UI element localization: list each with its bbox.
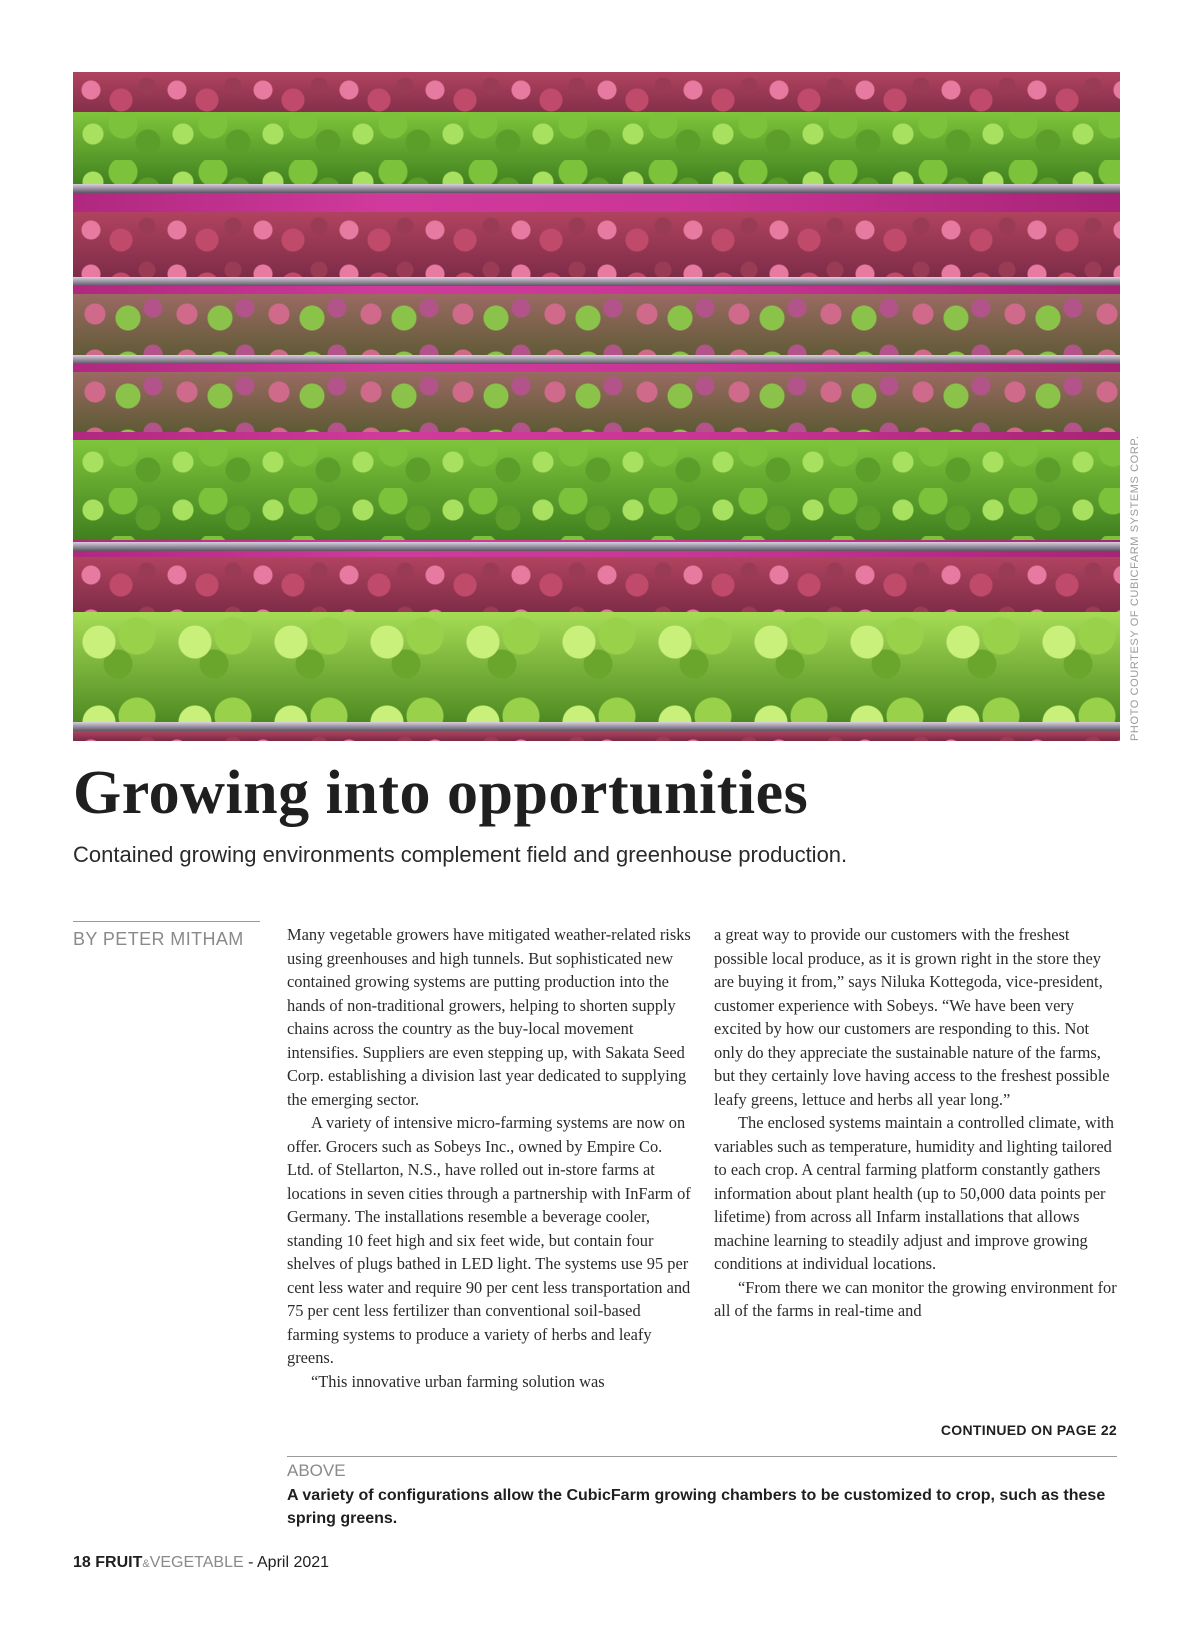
lettuce-row-red: [73, 212, 1120, 282]
shelf-rail: [73, 184, 1120, 193]
lettuce-row-green: [73, 440, 1120, 540]
paragraph: “From there we can monitor the growing environment for all of the farms in real-time and: [714, 1277, 1117, 1320]
caption-rule: [287, 1456, 1117, 1457]
caption-text: A variety of configurations allow the CubicFarm growing chambers to be customized to crop, such as these spring greens.: [287, 1487, 1106, 1527]
caption-label: ABOVE: [287, 1461, 346, 1480]
magazine-name: FRUIT: [95, 1554, 143, 1571]
shelf-rail: [73, 542, 1120, 551]
lettuce-row-lime: [73, 612, 1120, 722]
subhead: Contained growing environments complement field and greenhouse production.: [73, 842, 848, 867]
article-column-1: [287, 923, 693, 1393]
page-footer: [73, 1554, 329, 1572]
paragraph: a great way to provide our customers with the freshest possible local produce, as it is grown right in the store they are buying it from,” says Niluka Kottegoda, vice-president, customer experience with Sobeys. “We have been very excited by how our customers are responding to this. Not only do they appreciate the sustainable nature of the farms, but they certainly love having access to the freshest possible leafy greens, lettuce and herbs all year long.”: [714, 925, 1110, 1109]
paragraph: A variety of intensive micro-farming systems are now on offer. Grocers such as Sobeys Inc., owned by Empire Co. Ltd. of Stellarton, N.S., have rolled out in-store farms at locations in seven cities through a partnership with InFarm of Germany. The installations resemble a beverage cooler, standing 10 feet high and six feet wide, but contain four shelves of plugs bathed in LED light. The systems use 95 per cent less water and require 90 per cent less transportation and 75 per cent less fertilizer than conventional soil-based farming systems to produce a variety of herbs and leafy greens.: [287, 1113, 691, 1367]
page-number: 18: [73, 1554, 91, 1571]
lettuce-row-red: [73, 731, 1120, 741]
shelf-rail: [73, 277, 1120, 286]
continued-on-page: CONTINUED ON PAGE 22: [940, 1422, 1117, 1438]
lettuce-row-green: [73, 112, 1120, 187]
shelf-rail: [73, 722, 1120, 731]
lettuce-row-red: [73, 557, 1120, 617]
magazine-name-sub: VEGETABLE: [149, 1554, 244, 1571]
headline: Growing into opportunities: [73, 759, 809, 827]
lettuce-row-mixed: [73, 294, 1120, 359]
lettuce-row-mixed: [73, 372, 1120, 432]
photo-credit: PHOTO COURTESY OF CUBICFARM SYSTEMS CORP.: [1129, 435, 1141, 741]
vertical-farm-photo: [73, 72, 1120, 741]
article-column-2: [714, 923, 1120, 1323]
magazine-ampersand: &: [142, 1558, 150, 1570]
paragraph: Many vegetable growers have mitigated weather-related risks using greenhouses and high tunnels. But sophisticated new contained growing systems are putting production into the hands of non-traditional growers, helping to shorten supply chains across the country as the buy-local movement intensifies. Suppliers are even stepping up, with Sakata Seed Corp. establishing a division last year dedicated to supplying the emerging sector.: [287, 925, 691, 1109]
byline: BY PETER MITHAM: [73, 929, 244, 949]
byline-rule: [73, 921, 260, 922]
issue-date: - April 2021: [243, 1554, 330, 1571]
paragraph: “This innovative urban farming solution was: [311, 1371, 605, 1391]
shelf-rail: [73, 355, 1120, 364]
paragraph: The enclosed systems maintain a controlled climate, with variables such as temperature, humidity and lighting tailored to each crop. A central farming platform constantly gathers information about plant health (up to 50,000 data points per lifetime) from across all Infarm installations that allows machine learning to steadily adjust and improve growing conditions at individual locations.: [714, 1113, 1114, 1273]
